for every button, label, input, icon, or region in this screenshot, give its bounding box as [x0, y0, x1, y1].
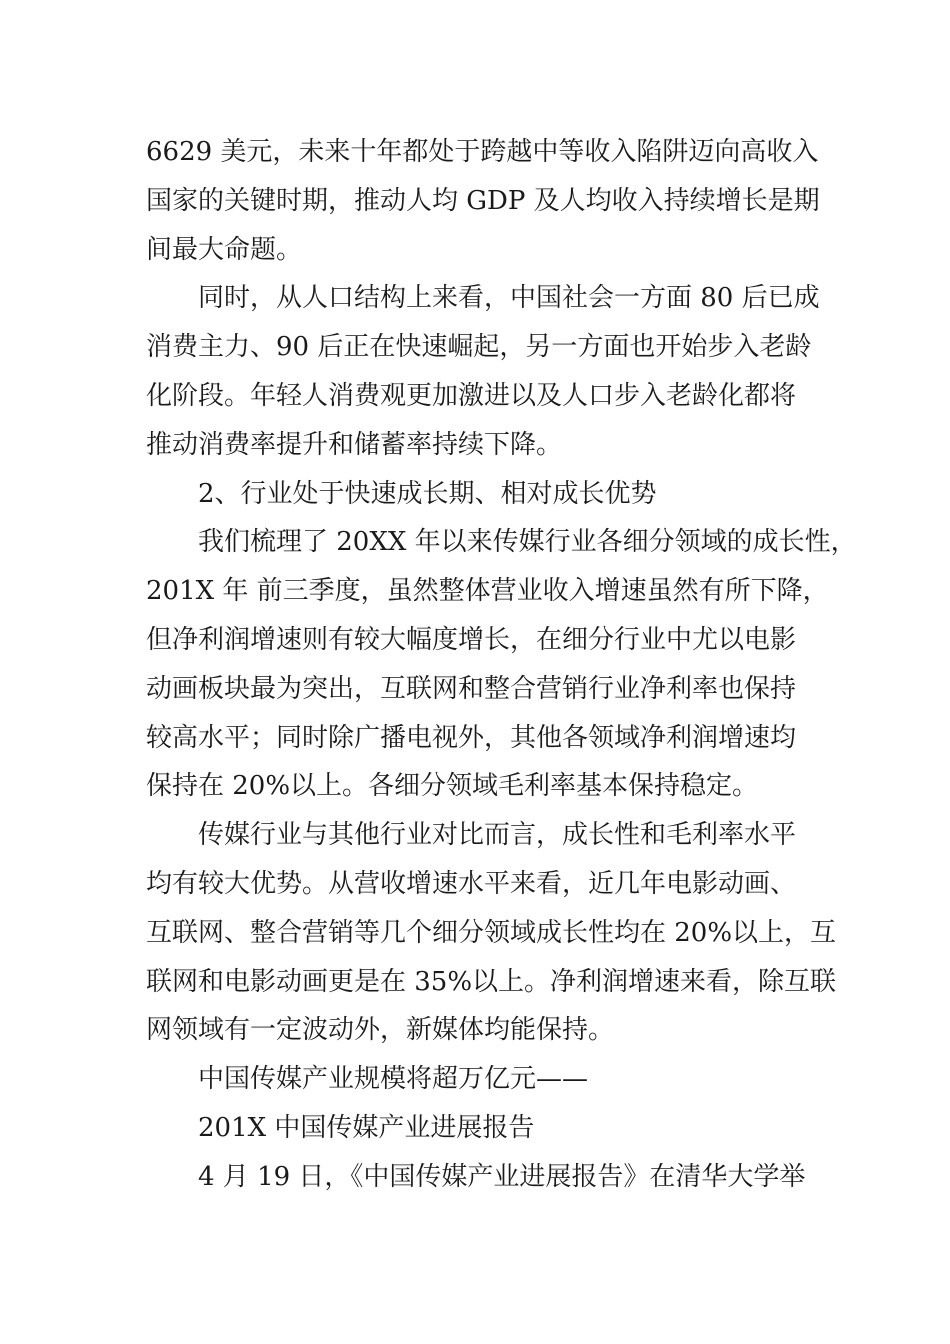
text-line: 消费主力、90 后正在快速崛起，另一方面也开始步入老龄 [146, 332, 812, 363]
text-line: 传媒行业与其他行业对比而言，成长性和毛利率水平 [198, 820, 797, 851]
text-line: 我们梳理了 20XX 年以来传媒行业各细分领域的成长性， [198, 527, 857, 558]
text-line: 互联网、整合营销等几个细分领域成长性均在 20%以上，互 [146, 917, 837, 948]
body-text [146, 128, 857, 1202]
text-line: 4 月 19 日，《中国传媒产业进展报告》在清华大学举 [198, 1161, 806, 1192]
text-line: 较高水平；同时除广播电视外，其他各领域净利润增速均 [146, 722, 797, 753]
text-line: 联网和电影动画更是在 35%以上。净利润增速来看，除互联 [146, 966, 837, 997]
text-line: 推动消费率提升和储蓄率持续下降。 [146, 429, 563, 460]
text-line: 201X 年 前三季度，虽然整体营业收入增速虽然有所下降， [146, 576, 829, 607]
text-line: 动画板块最为突出，互联网和整合营销行业净利率也保持 [146, 673, 797, 704]
text-line: 均有较大优势。从营收增速水平来看，近几年电影动画、 [146, 868, 797, 899]
text-line: 国家的关键时期，推动人均 GDP 及人均收入持续增长是期 [146, 185, 820, 216]
text-line: 间最大命题。 [146, 234, 303, 265]
text-line: 同时，从人口结构上来看，中国社会一方面 80 后已成 [198, 283, 820, 314]
article-subtitle: 201X 中国传媒产业进展报告 [198, 1112, 535, 1143]
text-line: 保持在 20%以上。各细分领域毛利率基本保持稳定。 [146, 771, 759, 802]
section-heading: 2、行业处于快速成长期、相对成长优势 [198, 478, 657, 509]
text-line: 但净利润增速则有较大幅度增长，在细分行业中尤以电影 [146, 624, 797, 655]
text-line: 网领域有一定波动外，新媒体均能保持。 [146, 1015, 615, 1046]
text-line: 6629 美元，未来十年都处于跨越中等收入陷阱迈向高收入 [146, 137, 819, 167]
article-title: 中国传媒产业规模将超万亿元—— [198, 1064, 589, 1095]
text-line: 化阶段。年轻人消费观更加激进以及人口步入老龄化都将 [146, 380, 797, 411]
